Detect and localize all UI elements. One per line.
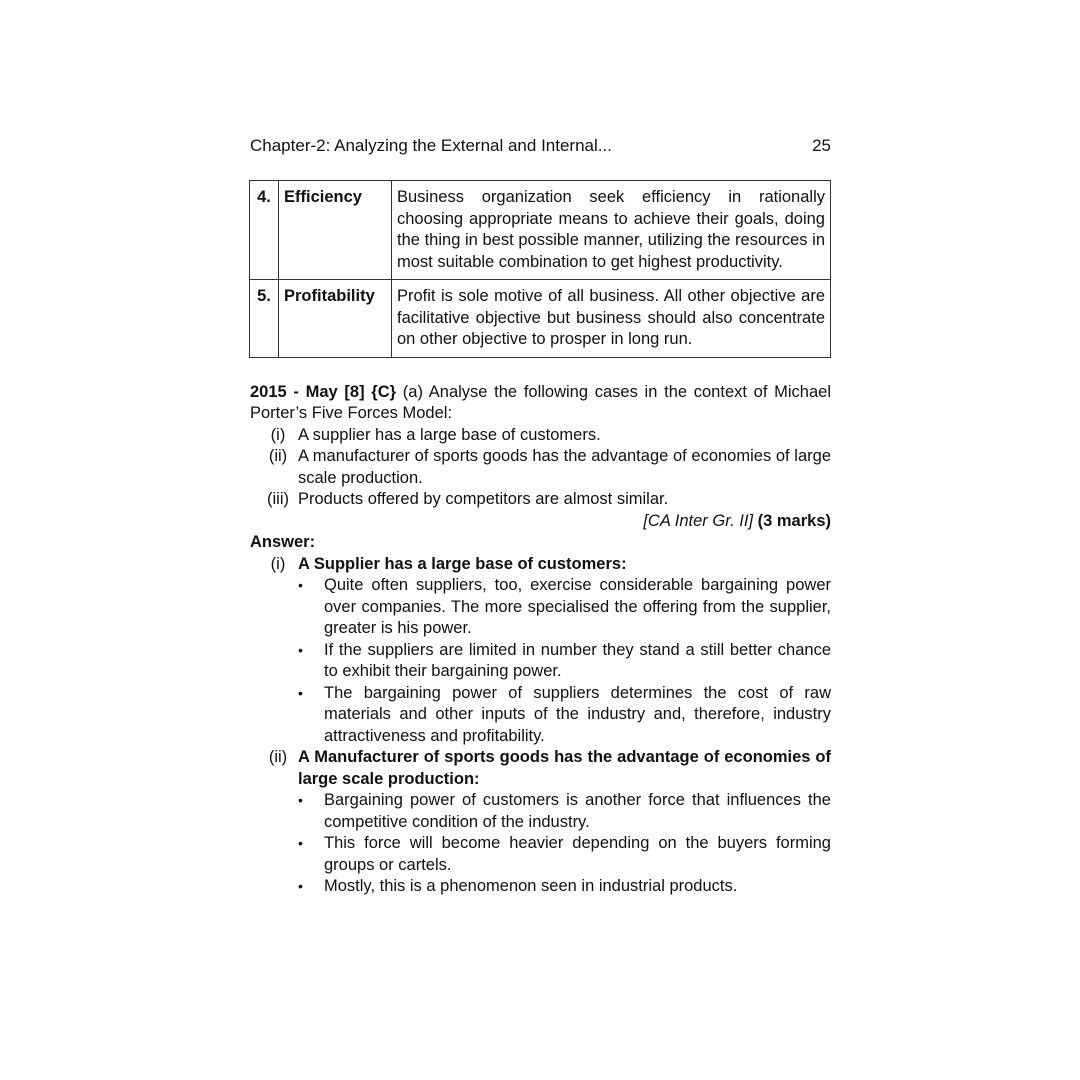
objectives-table	[249, 180, 831, 358]
row-number: 4.	[250, 181, 279, 280]
source-label: [CA Inter Gr. II]	[643, 511, 754, 530]
table-row	[250, 280, 831, 358]
row-description: Profit is sole motive of all business. All other objective are facilitative objective but business should also concentrate on other objective to prosper in long run.	[392, 280, 831, 358]
row-term: Profitability	[279, 280, 392, 358]
bullet-icon: •	[298, 835, 303, 851]
bullet-text: The bargaining power of suppliers determines the cost of raw materials and other inputs of the industry and, therefore, industry attractiveness and profitability.	[324, 683, 831, 745]
item-text: Products offered by competitors are almost similar.	[298, 490, 669, 508]
page-header	[250, 135, 831, 157]
page-number: 25	[812, 136, 831, 155]
marks-label: (3 marks)	[757, 511, 831, 530]
row-term: Efficiency	[279, 181, 392, 280]
answer-part	[250, 554, 831, 576]
bullet-item	[298, 833, 831, 876]
item-text: A manufacturer of sports goods has the advantage of economies of large scale production.	[298, 447, 831, 487]
bullet-text: If the suppliers are limited in number they stand a still better chance to exhibit their bargaining power.	[324, 640, 831, 680]
bullet-item	[298, 790, 831, 833]
answer-part	[250, 747, 831, 790]
bullet-icon: •	[298, 792, 303, 808]
question-item	[250, 425, 831, 447]
row-description: Business organization seek efficiency in rationally choosing appropriate means to achieve their goals, doing the thing in best possible manner, utilizing the resources in most suitable combination to get highest productivity.	[392, 181, 831, 280]
item-number: (ii)	[268, 447, 288, 465]
part-number: (i)	[270, 554, 286, 573]
question-item	[250, 489, 831, 511]
bullet-text: Bargaining power of customers is another force that influences the competitive condition of the industry.	[324, 791, 831, 831]
chapter-title: Chapter-2: Analyzing the External and Internal...	[250, 136, 612, 155]
page	[250, 135, 831, 898]
part-heading: A Supplier has a large base of customers:	[298, 554, 627, 573]
bullet-item	[298, 575, 831, 640]
question-source	[250, 511, 831, 533]
answer-label: Answer:	[250, 533, 316, 551]
question-text	[250, 382, 831, 425]
table-row	[250, 181, 831, 280]
bullet-text: Mostly, this is a phenomenon seen in industrial products.	[324, 877, 738, 895]
row-number: 5.	[250, 280, 279, 358]
bullet-icon: •	[298, 684, 303, 701]
item-number: (iii)	[267, 490, 289, 508]
bullet-text: Quite often suppliers, too, exercise considerable bargaining power over companies. The more specialised the offering from the supplier, greater is his power.	[324, 576, 831, 637]
item-text: A supplier has a large base of customers.	[298, 425, 601, 444]
bullet-icon: •	[298, 878, 303, 894]
part-number: (ii)	[268, 748, 288, 766]
item-number: (i)	[270, 425, 286, 444]
bullet-item	[298, 876, 831, 898]
bullet-icon: •	[298, 577, 303, 593]
question-ref: 2015 - May [8] {C}	[250, 382, 397, 401]
question-body: (a) Analyse the following cases in the context of Michael Porter’s Five Forces Model:	[250, 382, 831, 422]
question-item	[250, 446, 831, 489]
bullet-text: This force will become heavier depending on the buyers forming groups or cartels.	[324, 834, 831, 874]
bullet-item	[298, 683, 831, 748]
part-heading: A Manufacturer of sports goods has the advantage of economies of large scale production:	[298, 748, 831, 788]
bullet-icon: •	[298, 641, 303, 658]
bullet-item	[298, 640, 831, 683]
